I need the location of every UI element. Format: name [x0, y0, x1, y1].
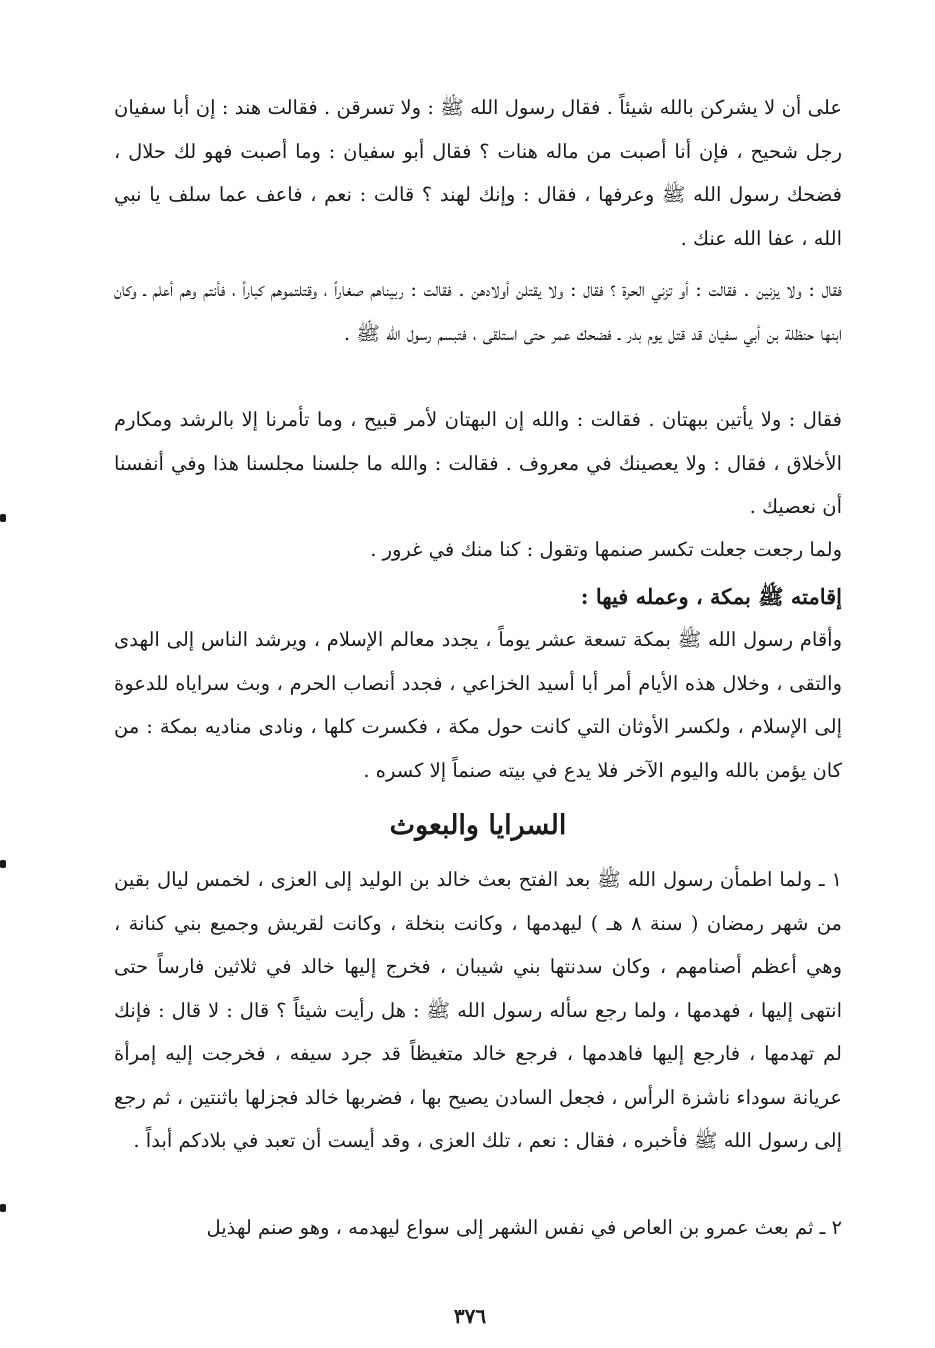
book-page: [114, 86, 842, 1248]
margin-mark: [0, 514, 6, 522]
paragraph: على أن لا يشركن بالله شيئاً . فقال رسول الله ﷺ : ولا تسرقن . فقالت هند : إن أبا سفيان رجل شحيح ، فإن أنا أصبت من ماله هنات ؟ فقال أبو سفيان : وما أصبت فهو لك حلال ، فضحك رسول الله ﷺ وعرفها ، فقال : وإنك لهند ؟ قالت : نعم ، فاعف عما سلف يا نبي الله ، عفا الله عنك .: [114, 96, 842, 250]
paragraph: وأقام رسول الله ﷺ بمكة تسعة عشر يوماً ، يجدد معالم الإسلام ، ويرشد الناس إلى الهدى والتقى ، وخلال هذه الأيام أمر أبا أسيد الخزاعي ، فجدد أنصاب الحرم ، وبث سراياه للدعوة إلى الإسلام ، ولكسر الأوثان التي كانت حول مكة ، فكسرت كلها ، ونادى مناديه بمكة : من كان يؤمن بالله واليوم الآخر فلا يدع في بيته صنماً إلا كسره .: [114, 628, 842, 782]
paragraph: فقال : ولا يزنين . فقالت : أو تزني الحرة ؟ فقال : ولا يقتلن أولادهن . فقالت : ربيناهم صغاراً ، وقتلتموهم كباراً ، فأنتم وهم أعلم ـ وكان ابنها حنظلة بن أبي سفيان قد قتل يوم بدر ـ فضحك عمر حتى استلقى ، فتبسم رسول الله ﷺ .: [114, 278, 842, 345]
paragraph: ولما رجعت جعلت تكسر صنمها وتقول : كنا منك في غرور .: [370, 538, 842, 561]
section-title: السرايا والبعوث: [389, 810, 567, 841]
margin-mark: [0, 860, 6, 868]
page-number: ٣٧٦: [453, 1304, 487, 1328]
margin-mark: [0, 1204, 6, 1212]
subheading: إقامته ﷺ بمكة ، وعمله فيها :: [580, 584, 842, 609]
paragraph: فقال : ولا يأتين ببهتان . فقالت : والله إن البهتان لأمر قبيح ، وما تأمرنا إلا بالرشد ومكارم الأخلاق ، فقال : ولا يعصينك في معروف . فقالت : والله ما جلسنا مجلسنا هذا وفي أنفسنا أن نعصيك .: [114, 408, 842, 518]
numbered-item: ٢ ـ ثم بعث عمرو بن العاص في نفس الشهر إلى سواع ليهدمه ، وهو صنم لهذيل: [206, 1216, 842, 1239]
numbered-item: ١ ـ ولما اطمأن رسول الله ﷺ بعد الفتح بعث خالد بن الوليد إلى العزى ، لخمس ليال بقين من شهر رمضان ( سنة ٨ هـ ) ليهدمها ، وكانت بنخلة ، وكانت لقريش وجميع بني كنانة ، وهي أعظم أصنامهم ، وكان سدنتها بني شيبان ، فخرج إليها خالد في ثلاثين فارساً حتى انتهى إليها ، فهدمها ، ولما رجع سأله رسول الله ﷺ : هل رأيت شيئاً ؟ قال : لا قال : فإنك لم تهدمها ، فارجع إليها فاهدمها ، فرجع خالد متغيظاً قد جرد سيفه ، فخرجت إليه إمرأة عريانة سوداء ناشزة الرأس ، فجعل السادن يصيح بها ، فضربها خالد فجزلها باثنتين ، ثم رجع إلى رسول الله ﷺ فأخبره ، فقال : نعم ، تلك العزى ، وقد أيست أن تعبد في بلادكم أبداً .: [114, 868, 842, 1152]
